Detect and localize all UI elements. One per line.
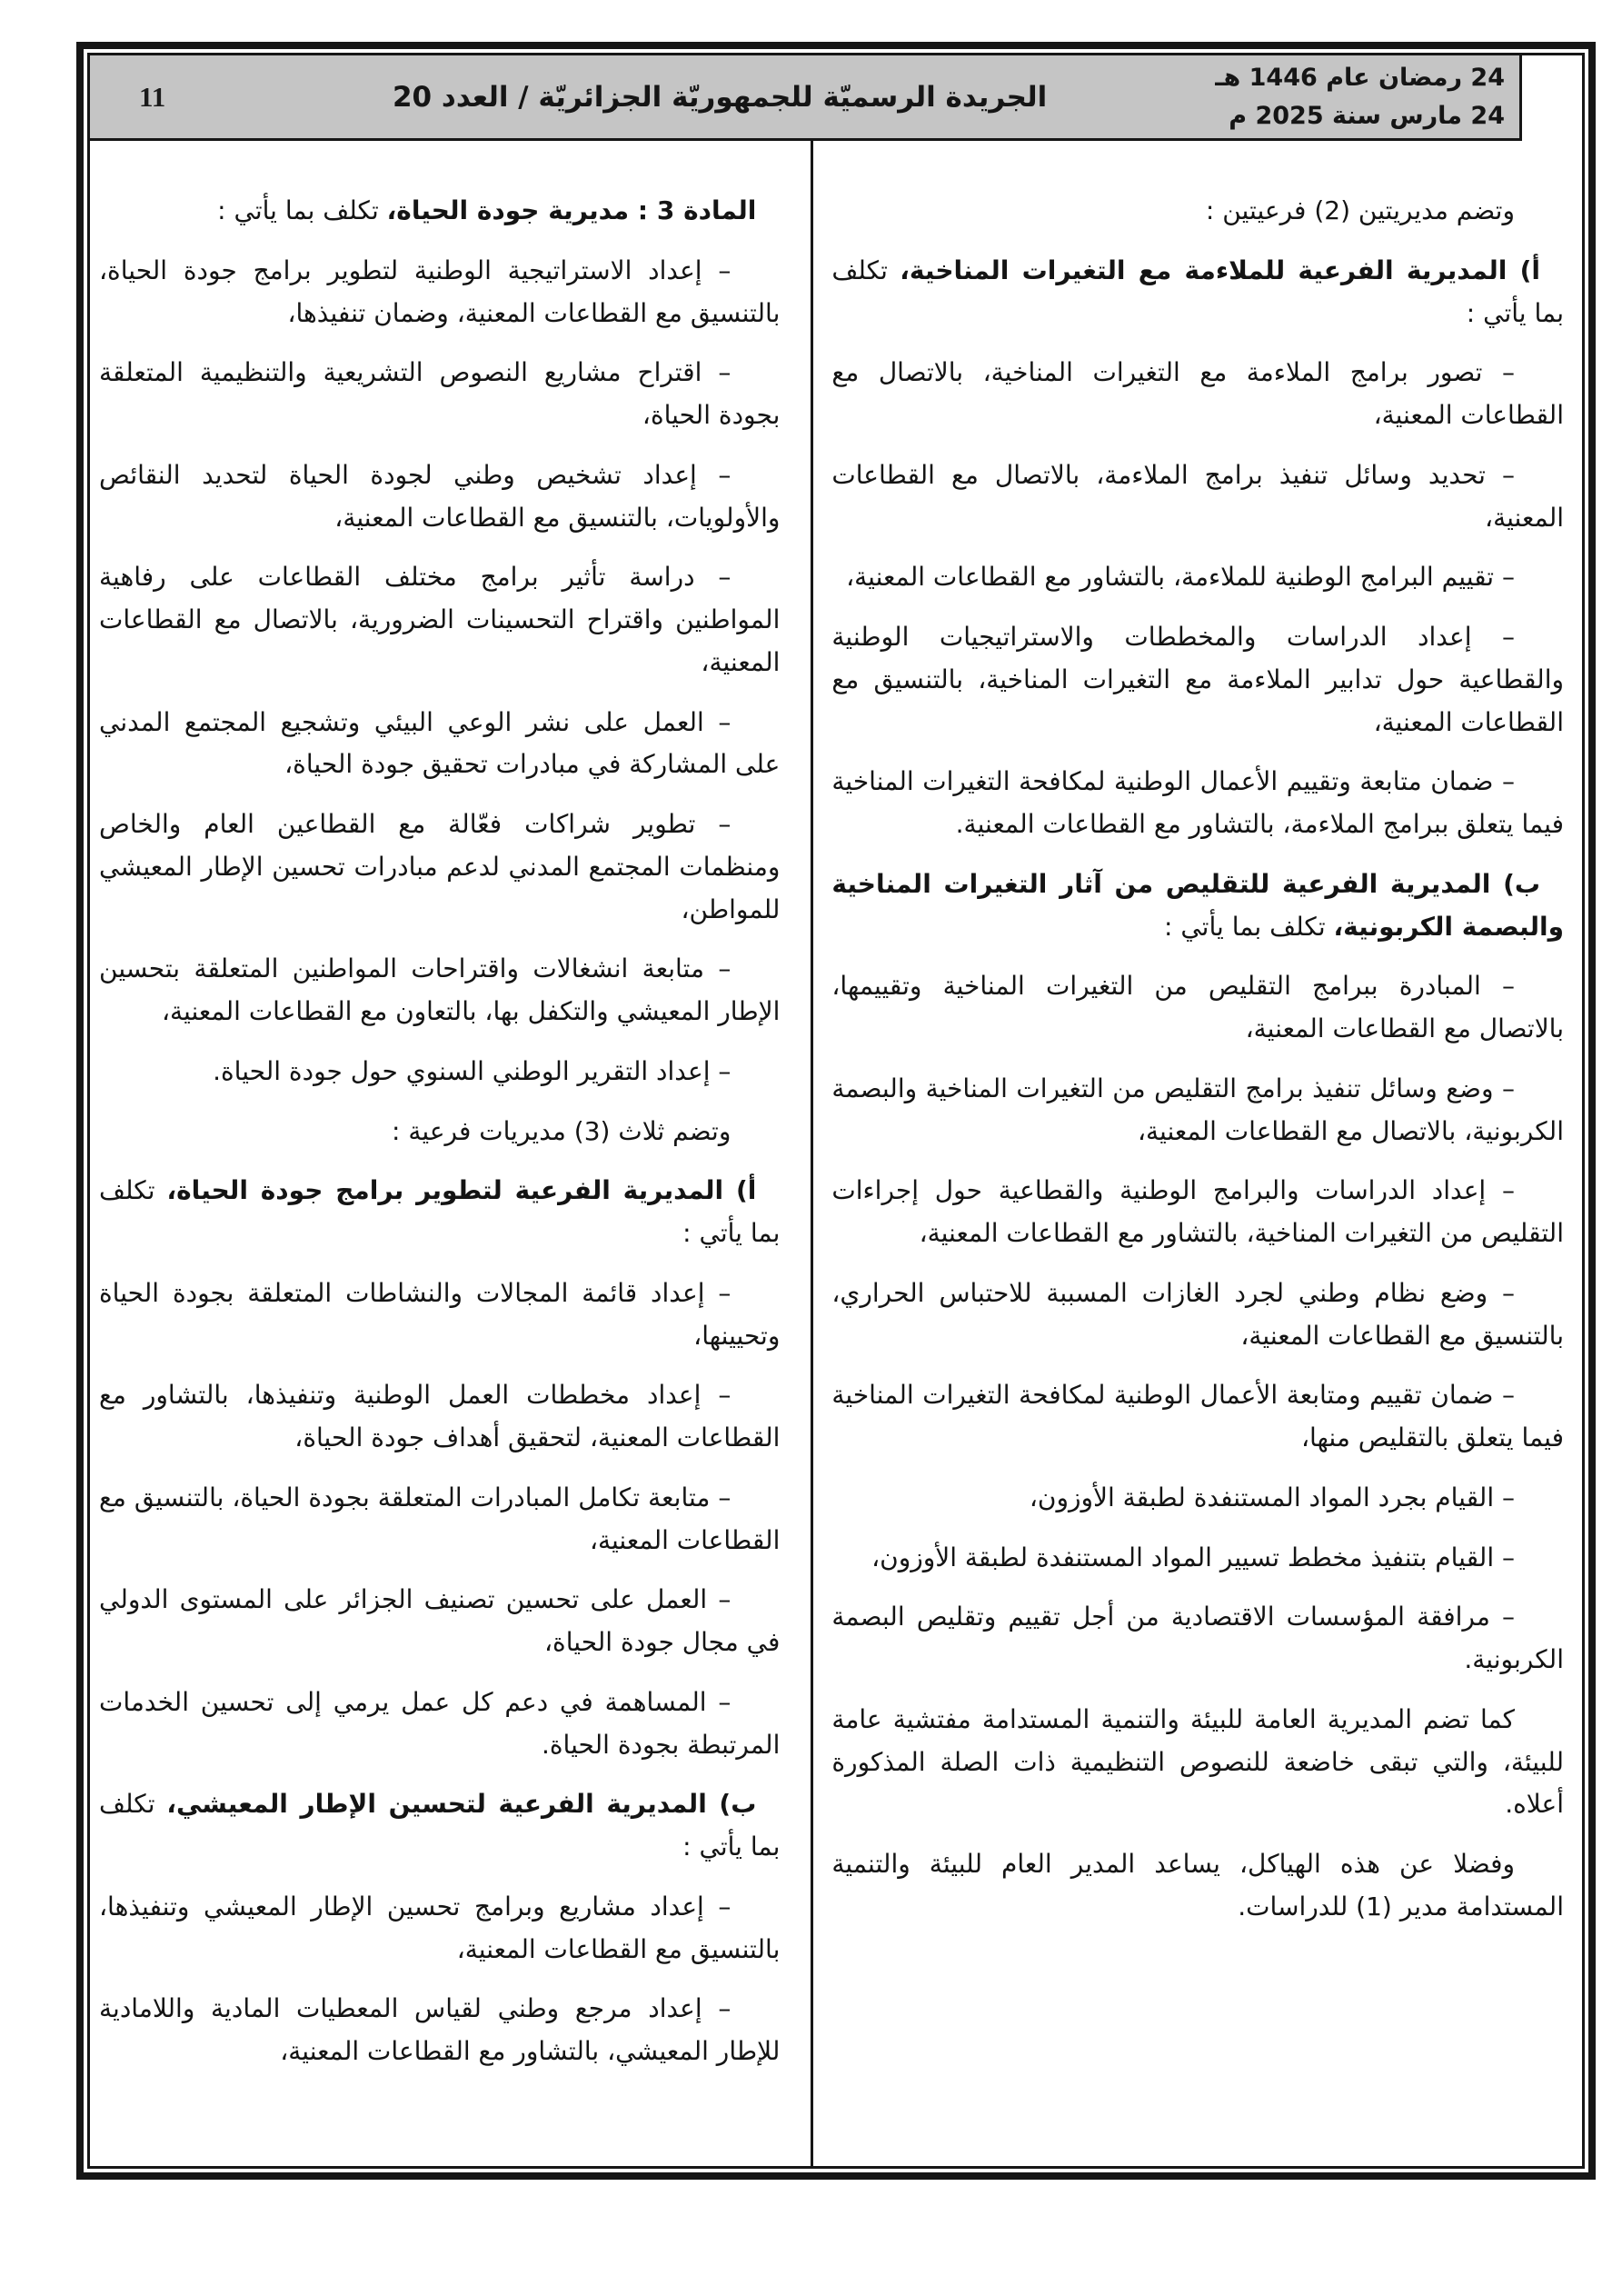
column-right — [813, 141, 1582, 2166]
duty-list-item: – اقتراح مشاريع النصوص التشريعية والتنظيمية المتعلقة بجودة الحياة، — [99, 357, 781, 430]
paragraph: وتضم مديريتين (2) فرعيتين : — [1205, 195, 1515, 225]
duty-list-item: – العمل على تحسين تصنيف الجزائر على المستوى الدولي في مجال جودة الحياة، — [99, 1584, 781, 1657]
duty-list-item: – إعداد الاستراتيجية الوطنية لتطوير برامج جودة الحياة، بالتنسيق مع القطاعات المعنية، وضمان تنفيذها، — [99, 255, 781, 328]
page-content — [90, 141, 1582, 2166]
heading-tail-text: تكلف بما يأتي : — [1164, 911, 1334, 942]
column-left — [90, 141, 813, 2166]
duty-list-item: – تقييم البرامج الوطنية للملاءمة، بالتشاور مع القطاعات المعنية، — [846, 562, 1515, 593]
duty-list-item: – إعداد التقرير الوطني السنوي حول جودة الحياة. — [213, 1055, 731, 1086]
heading-bold-text: المادة 3 : مديرية جودة الحياة، — [386, 195, 757, 225]
journal-title: الجريدة الرسميّة للجمهوريّة الجزائريّة / العدد 20 — [392, 80, 1048, 114]
duty-list-item: – القيام بجرد المواد المستنفدة لطبقة الأوزون، — [1029, 1482, 1515, 1512]
page-inner-frame — [87, 53, 1585, 2169]
duty-list-item: – المبادرة ببرامج التقليص من التغيرات المناخية وتقييمها، بالاتصال مع القطاعات المعنية، — [831, 971, 1564, 1043]
directorate-heading — [831, 250, 1564, 335]
duty-list-item: – تصور برامج الملاءمة مع التغيرات المناخية، بالاتصال مع القطاعات المعنية، — [831, 357, 1564, 430]
duty-list-item: – إعداد مرجع وطني لقياس المعطيات المادية واللامادية للإطار المعيشي، بالتشاور مع القطاعات المعنية، — [99, 1993, 781, 2066]
heading-tail-text: تكلف بما يأتي : — [99, 1175, 781, 1248]
paragraph: وتضم ثلاث (3) مديريات فرعية : — [392, 1115, 731, 1146]
duty-list-item: – المساهمة في دعم كل عمل يرمي إلى تحسين الخدمات المرتبطة بجودة الحياة. — [99, 1686, 781, 1760]
directorate-heading — [99, 1783, 780, 1869]
duty-list-item: – ضمان تقييم ومتابعة الأعمال الوطنية لمكافحة التغيرات المناخية فيما يتعلق بالتقليص منها، — [831, 1380, 1564, 1452]
duty-list-item: – إعداد تشخيص وطني لجودة الحياة لتحديد النقائص والأولويات، بالتنسيق مع القطاعات المعنية، — [99, 459, 781, 533]
heading-tail-text: تكلف بما يأتي : — [831, 255, 1564, 328]
heading-bold-text: ب) المديرية الفرعية للتقليص من آثار التغيرات المناخية والبصمة الكربونية، — [831, 868, 1564, 942]
duty-list-item: – إعداد قائمة المجالات والنشاطات المتعلقة بجودة الحياة وتحيينها، — [99, 1277, 781, 1351]
duty-list-item: – وضع وسائل تنفيذ برامج التقليص من التغيرات المناخية والبصمة الكربونية، بالاتصال مع القطاعات المعنية، — [831, 1073, 1564, 1146]
page-header-band — [90, 55, 1522, 141]
duty-list-item: – القيام بتنفيذ مخطط تسيير المواد المستنفدة لطبقة الأوزون، — [871, 1542, 1515, 1572]
date-gregorian: 24 مارس سنة 2025 م — [1229, 101, 1505, 130]
directorate-heading — [831, 863, 1564, 949]
paragraph: كما تضم المديرية العامة للبيئة والتنمية المستدامة مفتشية عامة للبيئة، والتي تبقى خاضعة للنصوص التنظيمية ذات الصلة المذكورة أعلاه. — [831, 1703, 1564, 1820]
duty-list-item: – وضع نظام وطني لجرد الغازات المسببة للاحتباس الحراري، بالتنسيق مع القطاعات المعنية، — [831, 1277, 1564, 1351]
duty-list-item: – ضمان متابعة وتقييم الأعمال الوطنية لمكافحة التغيرات المناخية فيما يتعلق ببرامج الملاءمة، بالتشاور مع القطاعات المعنية. — [831, 766, 1564, 839]
duty-list-item: – إعداد الدراسات والمخططات والاستراتيجيات الوطنية والقطاعية حول تدابير الملاءمة مع التغيرات المناخية، بالتنسيق مع القطاعات المعنية، — [831, 622, 1564, 737]
duty-list-item: – إعداد الدراسات والبرامج الوطنية والقطاعية حول إجراءات التقليص من التغيرات المناخية، بالتشاور مع القطاعات المعنية، — [831, 1175, 1564, 1248]
heading-bold-text: ب) المديرية الفرعية لتحسين الإطار المعيشي، — [166, 1789, 757, 1820]
heading-bold-text: أ) المديرية الفرعية لتطوير برامج جودة الحياة، — [166, 1175, 757, 1206]
page-number: 11 — [139, 80, 166, 113]
page-border-frame — [76, 42, 1596, 2180]
duty-list-item: – دراسة تأثير برامج مختلف القطاعات على رفاهية المواطنين واقتراح التحسينات الضرورية، بالاتصال مع القطاعات المعنية، — [99, 562, 781, 677]
duty-list-item: – إعداد مخططات العمل الوطنية وتنفيذها، بالتشاور مع القطاعات المعنية، لتحقيق أهداف جودة الحياة، — [99, 1380, 781, 1452]
paragraph: وفضلا عن هذه الهياكل، يساعد المدير العام للبيئة والتنمية المستدامة مدير (1) للدراسات. — [831, 1849, 1564, 1922]
duty-list-item: – تحديد وسائل تنفيذ برامج الملاءمة، بالاتصال مع القطاعات المعنية، — [831, 459, 1564, 533]
issue-dates — [1204, 59, 1519, 135]
heading-bold-text: أ) المديرية الفرعية للملاءمة مع التغيرات المناخية، — [900, 255, 1540, 285]
duty-list-item: – العمل على نشر الوعي البيئي وتشجيع المجتمع المدني على المشاركة في مبادرات تحقيق جودة الحياة، — [99, 706, 781, 780]
heading-tail-text: تكلف بما يأتي : — [217, 195, 387, 225]
duty-list-item: – متابعة انشغالات واقتراحات المواطنين المتعلقة بتحسين الإطار المعيشي والتكفل بها، بالتعاون مع القطاعات المعنية، — [99, 953, 781, 1026]
heading-tail-text: تكلف بما يأتي : — [99, 1789, 781, 1862]
duty-list-item: – إعداد مشاريع وبرامج تحسين الإطار المعيشي وتنفيذها، بالتنسيق مع القطاعات المعنية، — [99, 1891, 781, 1964]
directorate-heading — [99, 190, 780, 233]
date-hijri: 24 رمضان عام 1446 هـ — [1215, 63, 1505, 92]
directorate-heading — [99, 1170, 780, 1255]
duty-list-item: – متابعة تكامل المبادرات المتعلقة بجودة الحياة، بالتنسيق مع القطاعات المعنية، — [99, 1482, 781, 1555]
duty-list-item: – تطوير شراكات فعّالة مع القطاعين العام والخاص ومنظمات المجتمع المدني لدعم مبادرات تحسين الإطار المعيشي للمواطن، — [99, 809, 781, 924]
duty-list-item: – مرافقة المؤسسات الاقتصادية من أجل تقييم وتقليص البصمة الكربونية. — [831, 1602, 1564, 1674]
